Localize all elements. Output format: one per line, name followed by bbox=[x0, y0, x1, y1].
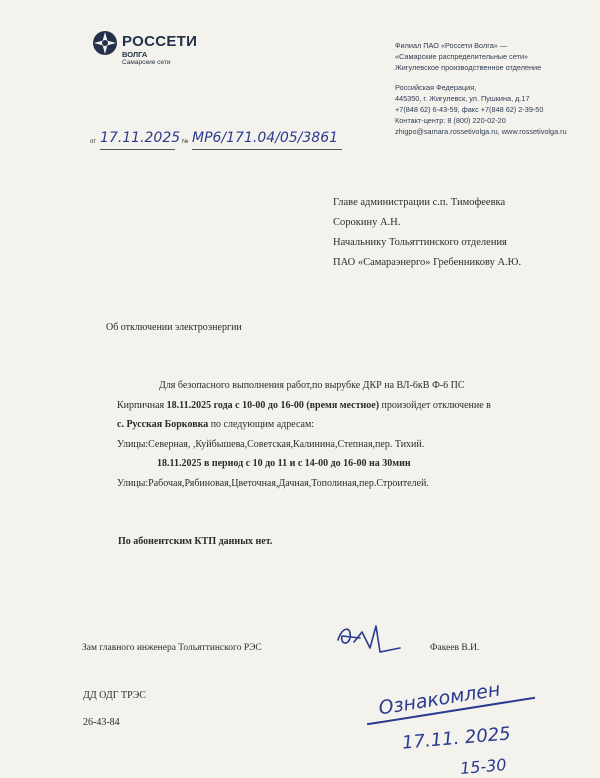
addressee-line: Начальнику Тольяттинского отделения bbox=[333, 237, 507, 248]
org-email: zhigpo@samara.rossetivolga.ru, www.rossetivolga.ru bbox=[395, 127, 567, 136]
org-line: Российская Федерация, bbox=[395, 83, 477, 92]
handwritten-signature bbox=[330, 618, 410, 658]
ref-date: 17.11.2025 bbox=[100, 130, 181, 146]
addressee-line: ПАО «Самараэнерго» Гребенникову А.Ю. bbox=[333, 257, 522, 268]
signatory-title: Зам главного инженера Тольяттинского РЭС bbox=[82, 643, 262, 653]
body-line: Для безопасного выполнения работ,по вырубке ДКР на ВЛ-6кВ Ф-6 ПС bbox=[159, 380, 465, 391]
body-line: 18.11.2025 в период с 10 до 11 и с 14-00 до 16-00 на 30мин bbox=[157, 458, 411, 469]
ref-num-label: № bbox=[182, 139, 189, 145]
logo-mark-icon bbox=[92, 30, 118, 56]
addressee-line: Сорокину А.Н. bbox=[333, 217, 401, 228]
logo-name: РОССЕТИ bbox=[122, 33, 198, 50]
ref-from-label: от bbox=[90, 139, 96, 145]
org-line: «Самарские распределительные сети» bbox=[395, 52, 529, 61]
org-details bbox=[395, 40, 595, 137]
department-code: ДД ОДГ ТРЭС bbox=[83, 690, 146, 701]
ref-number: МР6/171.04/05/3861 bbox=[192, 130, 339, 146]
body-line: Кирпичная 18.11.2025 года с 10-00 до 16-00 (время местное) произойдет отключение в bbox=[117, 399, 491, 411]
subject-line: Об отключении электроэнергии bbox=[106, 322, 242, 333]
body-line: Улицы:Северная, ,Куйбышева,Советская,Калинина,Степная,пер. Тихий. bbox=[117, 438, 425, 450]
note-line: По абонентским КТП данных нет. bbox=[118, 536, 273, 547]
handwritten-time: 15-30 bbox=[459, 755, 508, 778]
addressee-block bbox=[333, 193, 521, 273]
body-line: с. Русская Борковка по следующим адресам: bbox=[117, 419, 315, 430]
reference-line bbox=[90, 130, 350, 156]
body-line: Улицы:Рабочая,Рябиновая,Цветочная,Дачная,Тополиная,пер.Строителей. bbox=[117, 477, 429, 489]
handwritten-date: 17.11. 2025 bbox=[401, 723, 512, 754]
org-line: Филиал ПАО «Россети Волга» — bbox=[395, 41, 508, 50]
org-line: 445350, г. Жигулевск, ул. Пушкина, д.17 bbox=[395, 94, 530, 103]
org-line: Контакт-центр: 8 (800) 220-02-20 bbox=[395, 116, 506, 125]
company-logo bbox=[92, 30, 202, 78]
org-line: +7(848 62) 6-43-59, факс +7(848 62) 2-39-50 bbox=[395, 105, 544, 114]
logo-subtitle: ВОЛГА bbox=[122, 50, 148, 59]
letter-body bbox=[117, 376, 507, 493]
addressee-line: Главе администрации с.п. Тимофеевка bbox=[333, 197, 506, 208]
signatory-name: Факеев В.И. bbox=[430, 643, 480, 653]
phone-number: 26-43-84 bbox=[83, 717, 120, 728]
logo-subtitle-2: Самарские сети bbox=[122, 59, 171, 66]
org-line: Жигулевское производственное отделение bbox=[395, 63, 542, 72]
handwritten-acknowledgement: Ознакомлен bbox=[377, 678, 502, 720]
